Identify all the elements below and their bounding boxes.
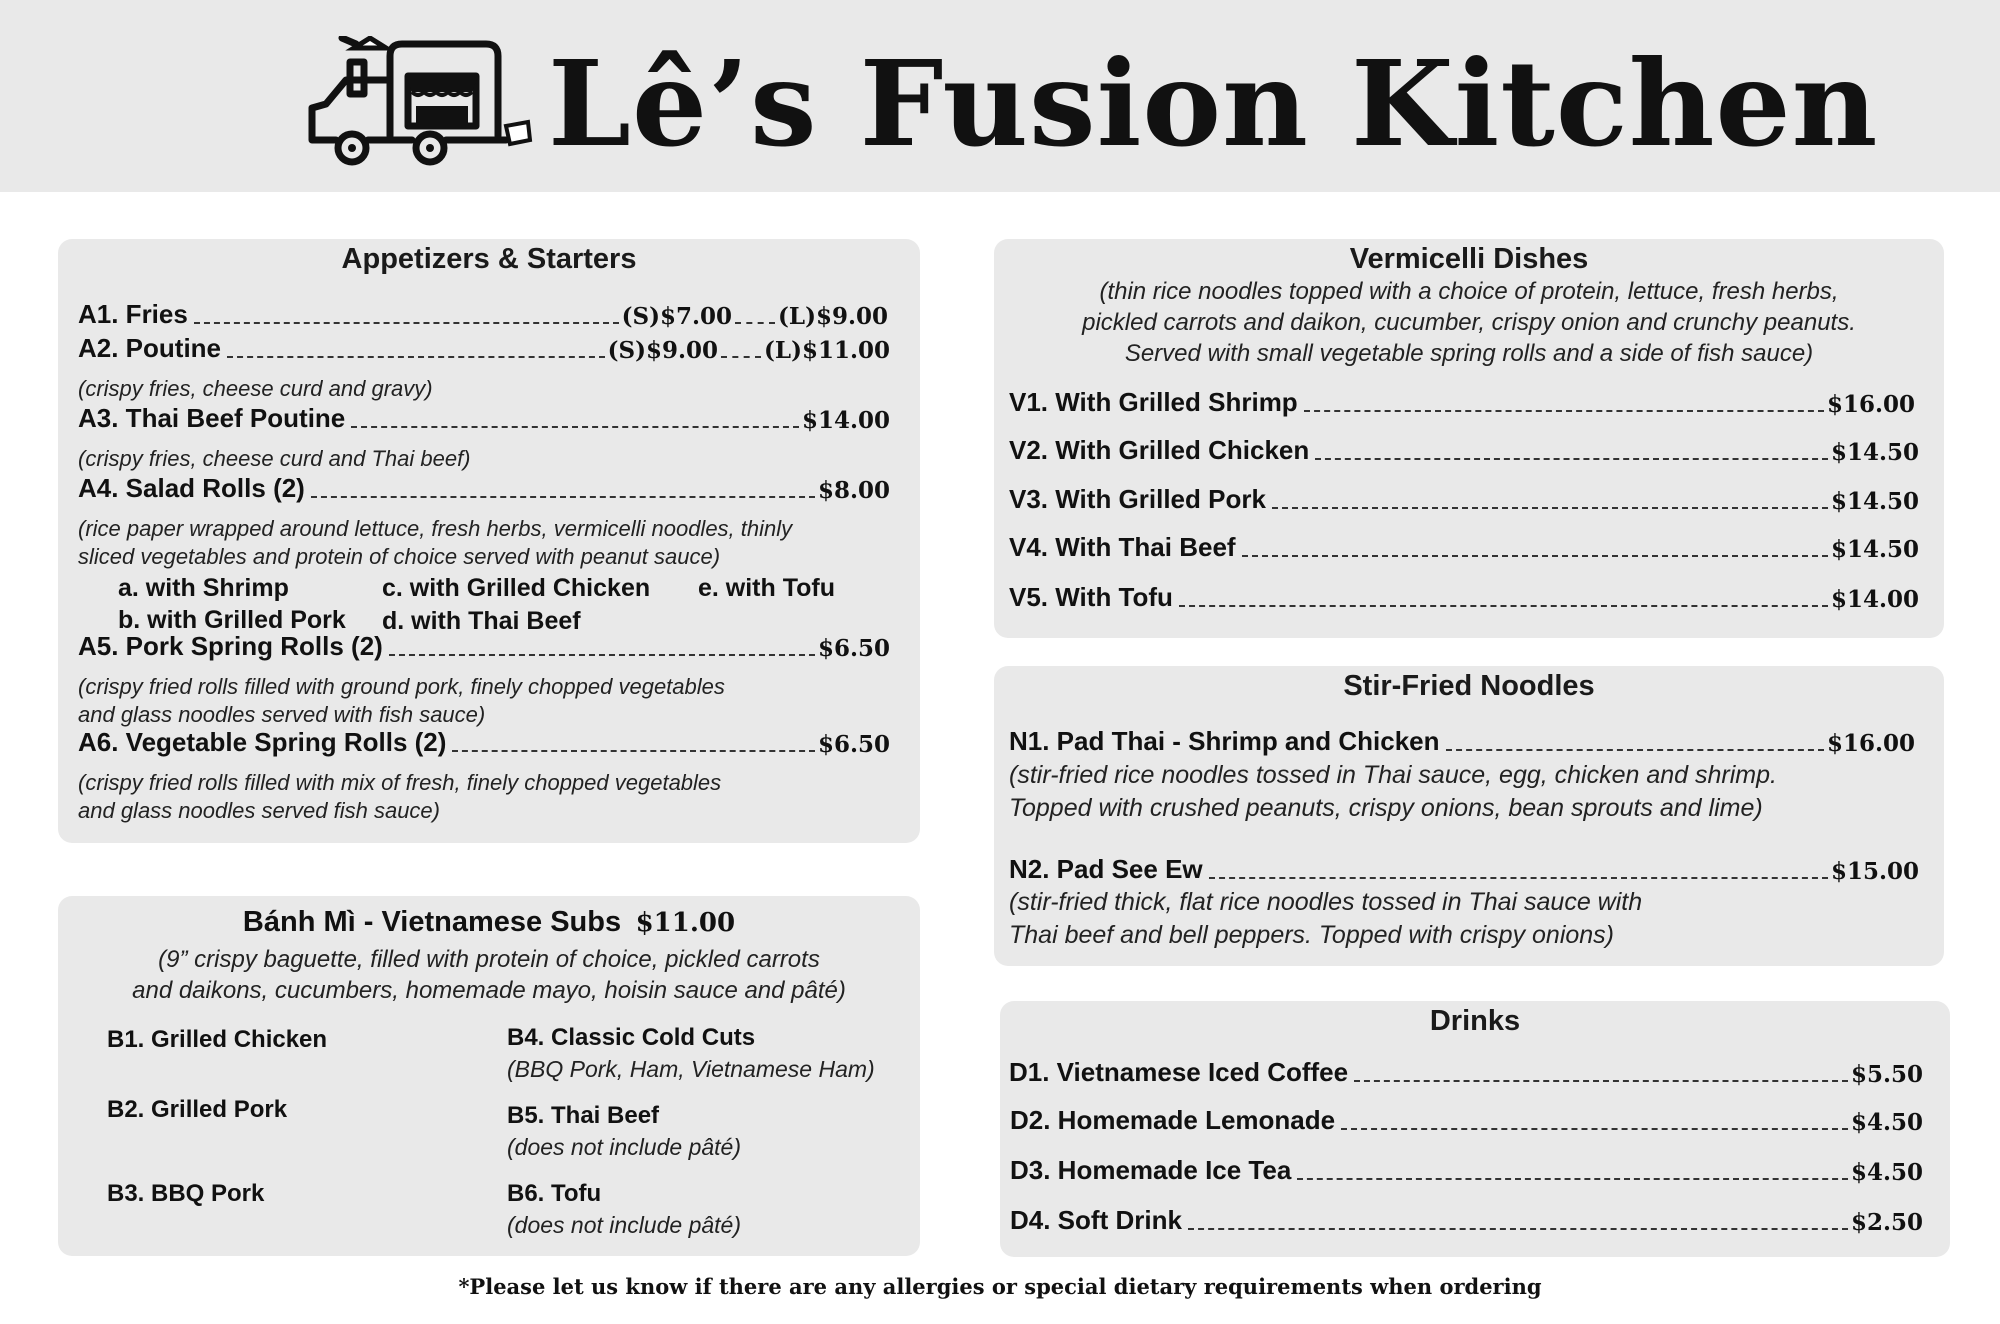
item-price: $6.50 [817,731,890,758]
price-large: (L)$9.00 [778,303,888,330]
item-name: V1. With Grilled Shrimp [1009,387,1298,417]
vermicelli-title: Vermicelli Dishes [1349,243,1589,275]
drinks-title: Drinks [1429,1005,1521,1037]
item-description: (crispy fries, cheese curd and gravy) [78,376,433,401]
item-name: N2. Pad See Ew [1009,854,1203,884]
item-description: (stir-fried thick, flat rice noodles tossed in Thai sauce with [1009,888,1643,916]
item-price: $14.50 [1830,439,1919,466]
menu-item-v4 [1009,532,1919,563]
leader-dots [194,321,619,324]
menu-item-a6 [78,727,890,758]
banhmi-item-b1: B1. Grilled Chicken [107,1026,328,1053]
menu-item-a1 [78,299,888,330]
item-price: $4.50 [1850,1109,1923,1136]
menu-item-v5 [1009,582,1919,613]
item-name: D2. Homemade Lemonade [1010,1105,1336,1135]
item-name: D1. Vietnamese Iced Coffee [1009,1057,1349,1087]
item-price: $14.50 [1830,536,1919,563]
item-name: V2. With Grilled Chicken [1009,435,1310,465]
restaurant-title: Lê’s Fusion Kitchen [548,34,1879,173]
protein-option: e. with Tofu [698,574,836,602]
leader-dots [1341,1127,1848,1130]
item-price: $14.50 [1830,488,1919,515]
allergy-note: *Please let us know if there are any allergies or special dietary requirements when ordering [458,1274,1542,1299]
item-name: A6. Vegetable Spring Rolls (2) [78,727,447,757]
leader-dots [1209,876,1828,879]
item-name: N1. Pad Thai - Shrimp and Chicken [1009,726,1440,756]
item-description: (crispy fries, cheese curd and Thai beef) [78,446,471,471]
item-description: and glass noodles served with fish sauce) [78,702,486,727]
item-description: (BBQ Pork, Ham, Vietnamese Ham) [507,1056,875,1082]
item-name: A5. Pork Spring Rolls (2) [78,631,383,661]
leader-dots [1272,506,1828,509]
item-description: (crispy fried rolls filled with ground pork, finely chopped vegetables [78,674,725,699]
price-small: (S)$9.00 [607,337,719,364]
item-price: $8.00 [817,477,890,504]
menu-item-a3 [78,403,890,434]
vermicelli-note: Served with small vegetable spring rolls and a side of fish sauce) [1124,340,1814,367]
protein-option: c. with Grilled Chicken [382,574,651,602]
banhmi-item-b5: B5. Thai Beef [507,1102,660,1129]
leader-dots [735,321,775,324]
leader-dots [1304,409,1824,412]
item-name: A3. Thai Beef Poutine [78,403,346,433]
menu-item-d1 [1009,1057,1923,1088]
menu-item-n2 [1009,854,1919,885]
item-price: $5.50 [1850,1061,1923,1088]
leader-dots [1242,554,1828,557]
banhmi-panel [58,896,920,1256]
item-name: A1. Fries [78,299,188,329]
menu-item-a2 [78,333,890,364]
drinks-panel [1000,1001,1950,1257]
item-price: $15.00 [1830,858,1919,885]
leader-dots [1188,1227,1848,1230]
banhmi-item-b3: B3. BBQ Pork [107,1180,265,1207]
leader-dots [1179,604,1828,607]
menu-item-a5 [78,631,890,662]
item-price: $4.50 [1850,1159,1923,1186]
menu-item-n1 [1009,726,1915,757]
menu-item-d3 [1010,1155,1923,1186]
item-name: A2. Poutine [78,333,222,363]
item-description: Thai beef and bell peppers. Topped with crispy onions) [1009,921,1615,949]
menu-item-v1 [1009,387,1915,418]
menu-item-d4 [1010,1205,1923,1236]
leader-dots [452,749,815,752]
item-description: (does not include pâté) [507,1134,741,1160]
item-description: (does not include pâté) [507,1212,741,1238]
banhmi-item-b4: B4. Classic Cold Cuts [507,1024,756,1051]
banhmi-title: Bánh Mì - Vietnamese Subs [242,906,622,938]
leader-dots [1297,1177,1848,1180]
item-price: $16.00 [1826,391,1915,418]
item-description: (stir-fried rice noodles tossed in Thai sauce, egg, chicken and shrimp. [1009,761,1777,789]
leader-dots [389,653,815,656]
item-price: $2.50 [1850,1209,1923,1236]
item-description: and glass noodles served fish sauce) [78,798,440,823]
item-name: V5. With Tofu [1009,582,1173,612]
noodles-title: Stir-Fried Noodles [1343,670,1595,702]
menu-item-d2 [1010,1105,1923,1136]
banhmi-note: and daikons, cucumbers, homemade mayo, hoisin sauce and pâté) [132,977,846,1004]
banhmi-heading [58,906,920,939]
header-band [0,0,2000,192]
banhmi-item-b2: B2. Grilled Pork [107,1096,288,1123]
vermicelli-note: (thin rice noodles topped with a choice of protein, lettuce, fresh herbs, [1099,278,1839,305]
banhmi-price: $11.00 [635,908,736,938]
item-price: $14.00 [801,407,890,434]
appetizers-panel [58,239,920,843]
item-name: D3. Homemade Ice Tea [1010,1155,1292,1185]
leader-dots [311,495,815,498]
item-description: (crispy fried rolls filled with mix of fresh, finely chopped vegetables [78,770,722,795]
noodles-panel [994,666,1944,966]
item-price: $14.00 [1830,586,1919,613]
item-name: V4. With Thai Beef [1009,532,1236,562]
leader-dots [1315,457,1828,460]
price-large: (L)$11.00 [764,337,890,364]
vermicelli-panel [994,239,1944,638]
item-name: V3. With Grilled Pork [1009,484,1266,514]
item-description: (rice paper wrapped around lettuce, fresh herbs, vermicelli noodles, thinly [78,516,793,541]
protein-option: b. with Grilled Pork [118,606,346,634]
leader-dots [1354,1079,1848,1082]
food-truck-icon [306,36,536,170]
leader-dots [227,355,605,358]
item-price: $16.00 [1826,730,1915,757]
appetizers-title: Appetizers & Starters [341,243,637,275]
price-small: (S)$7.00 [621,303,733,330]
leader-dots [721,355,761,358]
protein-option: a. with Shrimp [118,574,289,602]
item-price: $6.50 [817,635,890,662]
vermicelli-note: pickled carrots and daikon, cucumber, crispy onion and crunchy peanuts. [1082,309,1856,336]
protein-option: d. with Thai Beef [382,607,581,635]
menu-item-v3 [1009,484,1919,515]
item-name: A4. Salad Rolls (2) [78,473,305,503]
menu-item-v2 [1009,435,1919,466]
leader-dots [351,425,799,428]
leader-dots [1446,748,1824,751]
menu-item-a4 [78,473,890,504]
item-description: sliced vegetables and protein of choice served with peanut sauce) [78,544,721,569]
banhmi-note: (9” crispy baguette, filled with protein of choice, pickled carrots [158,946,820,973]
item-description: Topped with crushed peanuts, crispy onions, bean sprouts and lime) [1009,794,1763,822]
item-name: D4. Soft Drink [1010,1205,1182,1235]
banhmi-item-b6: B6. Tofu [507,1180,602,1207]
